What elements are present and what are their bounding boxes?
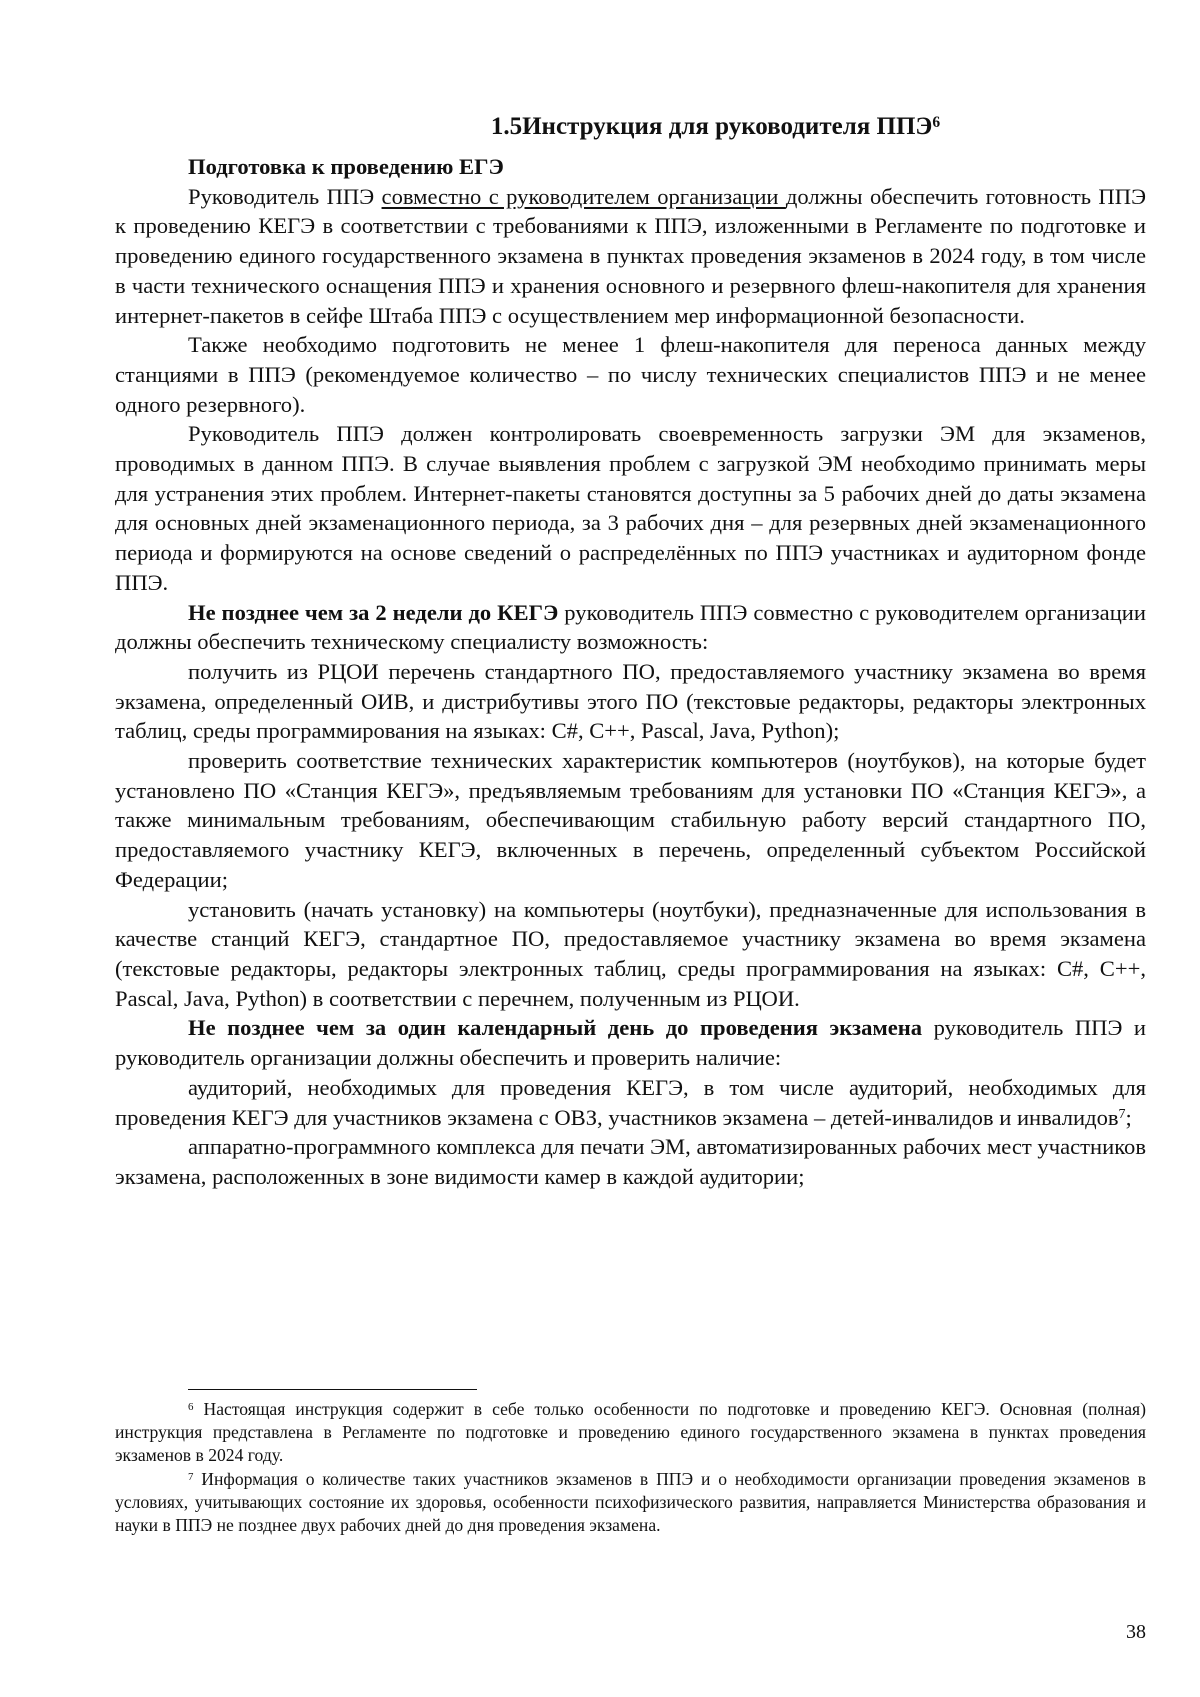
section-number: 1.5 xyxy=(490,113,523,140)
paragraph-4: Не позднее чем за 2 недели до КЕГЭ руководитель ППЭ совместно с руководителем организации должны обеспечить техническому специалисту возможность: xyxy=(115,599,1146,655)
section-heading xyxy=(115,112,1146,142)
footnote-7: $^7$ Информация о количестве таких участников экзаменов в ППЭ и о необходимости организации проведения экзаменов в условиях, учитывающих состояние их здоровья, особенности психофизического развития, направляется Министерства образования и науки в ППЭ не позднее двух рабочих дней до дня проведения экзамена. xyxy=(115,1468,1146,1536)
deadline-2-weeks: Не позднее чем за 2 недели до КЕГЭ xyxy=(188,599,559,625)
section-title: Инструкция для руководителя ППЭ xyxy=(522,113,933,140)
underlined-phrase: совместно с руководителем организации xyxy=(381,183,786,209)
list-item-5: аппаратно-программного комплекса для печати ЭМ, автоматизированных рабочих мест участников экзамена, расположенных в зоне видимости камер в каждой аудитории; xyxy=(115,1134,1146,1189)
list-item-4: аудиторий, необходимых для проведения КЕГЭ, в том числе аудиторий, необходимых для проведения КЕГЭ для участников экзамена с ОВЗ, участников экзамена – детей-инвалидов и инвалидов$^7$; xyxy=(115,1074,1146,1130)
paragraph-8: Не позднее чем за один календарный день до проведения экзамена руководитель ППЭ и руководитель организации должны обеспечить и проверить наличие: xyxy=(115,1015,1146,1071)
list-item-2: проверить соответствие технических характеристик компьютеров (ноутбуков), на которые будет установлено ПО «Станция КЕГЭ», предъявляемым требованиям для установки ПО «Станция КЕГЭ», а также минимальным требованиям, обеспечивающим стабильную работу версий стандартного ПО, предоставляемого участнику КЕГЭ, включенных в перечень, определенный субъектом Российской Федерации; xyxy=(115,748,1146,892)
footnotes xyxy=(115,1398,1146,1537)
main-text xyxy=(115,112,1146,1192)
page-number: 38 xyxy=(1126,1621,1146,1643)
paragraph-1: Руководитель ППЭ совместно с руководителем организации должны обеспечить готовность ППЭ к проведению КЕГЭ в соответствии с требованиями к ППЭ, изложенными в Регламенте по подготовке и проведению единого государственного экзамена в пунктах проведения экзаменов в 2024 году, в том числе в части технического оснащения ППЭ и хранения основного и резервного флеш-накопителя для хранения интернет-пакетов в сейфе Штаба ППЭ с осуществлением мер информационной безопасности. xyxy=(115,183,1146,328)
footnote-6: $^6$ Настоящая инструкция содержит в себе только особенности по подготовке и проведению КЕГЭ. Основная (полная) инструкция представлена в Регламенте по подготовке и проведению единого государственного экзамена в пунктах проведения экзаменов в 2024 году. xyxy=(115,1399,1146,1466)
footnote-divider xyxy=(188,1389,477,1390)
deadline-1-day: Не позднее чем за один календарный день до проведения экзамена xyxy=(188,1015,923,1041)
footnote-ref-6: 6 xyxy=(932,114,941,132)
paragraph-3: Руководитель ППЭ должен контролировать своевременность загрузки ЭМ для экзаменов, проводимых в данном ППЭ. В случае выявления проблем с загрузкой ЭМ необходимо принимать меры для устранения этих проблем. Интернет-пакеты становятся доступны за 5 рабочих дней до даты экзамена для основных дней экзаменационного периода, за 3 рабочих дня – для резервных дней экзаменационного периода и формируются на основе сведений о распределённых по ППЭ участниках и аудиторном фонде ППЭ. xyxy=(115,421,1146,595)
list-item-3: установить (начать установку) на компьютеры (ноутбуки), предназначенные для использования в качестве станций КЕГЭ, стандартное ПО, предоставляемое участнику экзамена во время экзамена (текстовые редакторы, редакторы электронных таблиц, среды программирования на языках: C#, C++, Pascal, Java, Python) в соответствии с перечнем, полученным из РЦОИ. xyxy=(115,896,1146,1011)
paragraph-2: Также необходимо подготовить не менее 1 флеш-накопителя для переноса данных между станциями в ППЭ (рекомендуемое количество – по числу технических специалистов ППЭ и не менее одного резервного). xyxy=(115,332,1146,417)
subheading: Подготовка к проведению ЕГЭ xyxy=(188,154,504,179)
list-item-1: получить из РЦОИ перечень стандартного ПО, предоставляемого участнику экзамена во время экзамена, определенный ОИВ, и дистрибутивы этого ПО (текстовые редакторы, редакторы электронных таблиц, среды программирования на языках: C#, C++, Pascal, Java, Python); xyxy=(115,658,1146,744)
footnote-ref-7: 7 xyxy=(1118,1107,1126,1123)
